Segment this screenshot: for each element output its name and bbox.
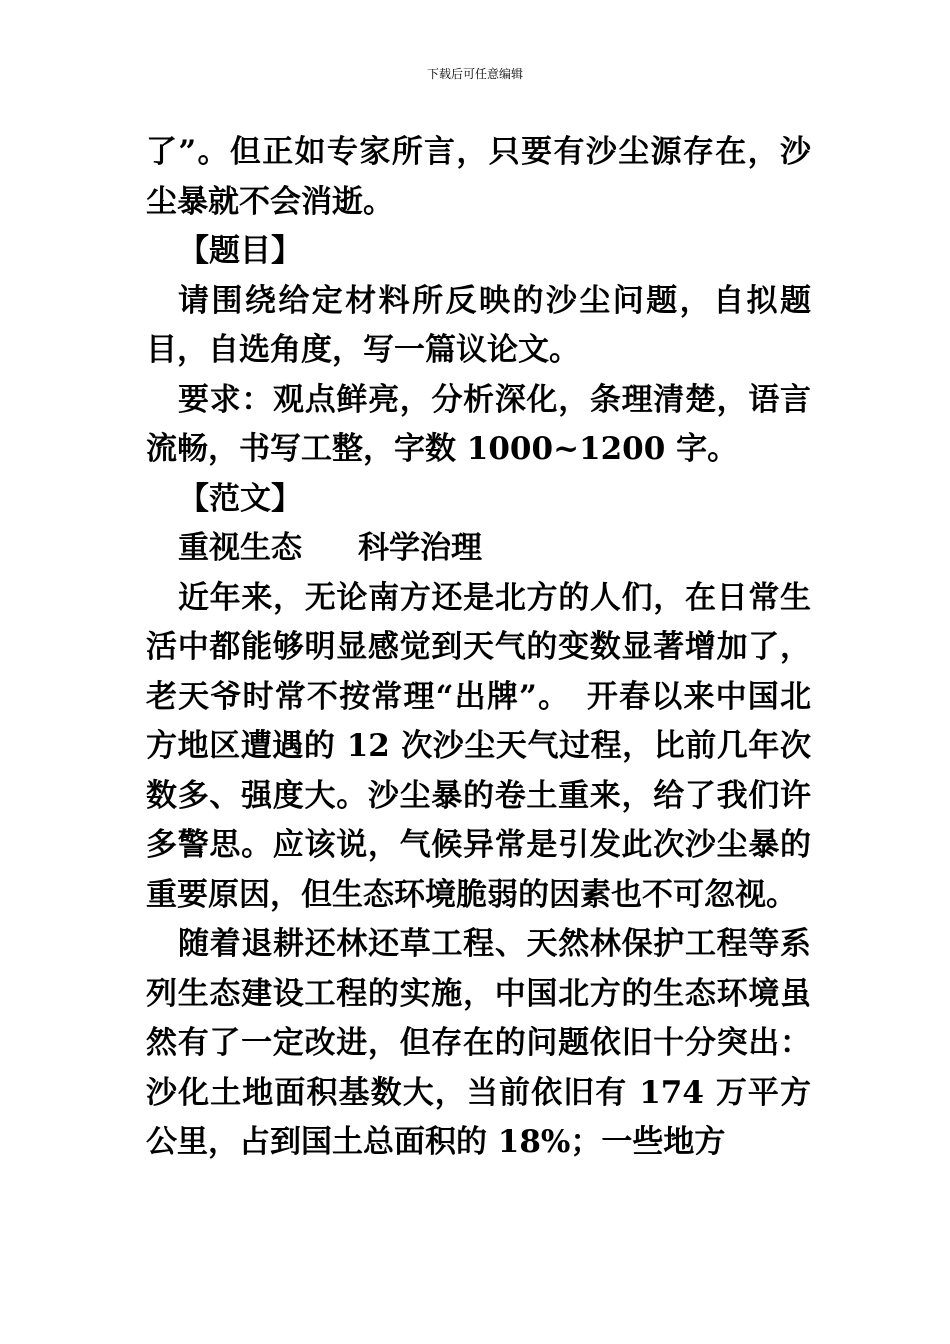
section-heading-sample: 【范文】 [178, 480, 302, 517]
page-header: 下载后可任意编辑 [426, 67, 523, 81]
essay-title [146, 524, 811, 574]
section-heading-topic: 【题目】 [178, 233, 302, 269]
paragraph-requirements: 要求：观点鲜亮，分析深化，条理清楚，语言流畅，书写工整，字数 1000~1200 字。 [146, 381, 811, 467]
paragraph-topic: 请围绕给定材料所反映的沙尘问题，自拟题目，自选角度，写一篇议论文。 [146, 282, 811, 368]
essay-paragraph: 随着退耕还林还草工程、天然林保护工程等系列生态建设工程的实施，中国北方的生态环境虽然有了一定改进，但存在的问题依旧十分突出：沙化土地面积基数大，当前依旧有 174 万平方公里，占到国土总面积的 18%；一些地方 [146, 926, 811, 1160]
essay-title-part1: 重视生态 [178, 530, 302, 566]
essay-paragraph: 近年来，无论南方还是北方的人们，在日常生活中都能够明显感觉到天气的变数显著增加了，老天爷时常不按常理“出牌”。 开春以来中国北方地区遭遇的 12 次沙尘天气过程，比前几年次数多、强度大。沙尘暴的卷土重来，给了我们许多警思。应该说，气候异常是引发此次沙尘暴的重要原因，但生态环境脆弱的因素也不可忽视。 [146, 579, 811, 913]
paragraph-intro-end: 了”。但正如专家所言，只要有沙尘源存在，沙尘暴就不会消逝。 [146, 134, 811, 220]
essay-title-part2: 科学治理 [358, 530, 482, 566]
document-body [146, 128, 811, 1168]
